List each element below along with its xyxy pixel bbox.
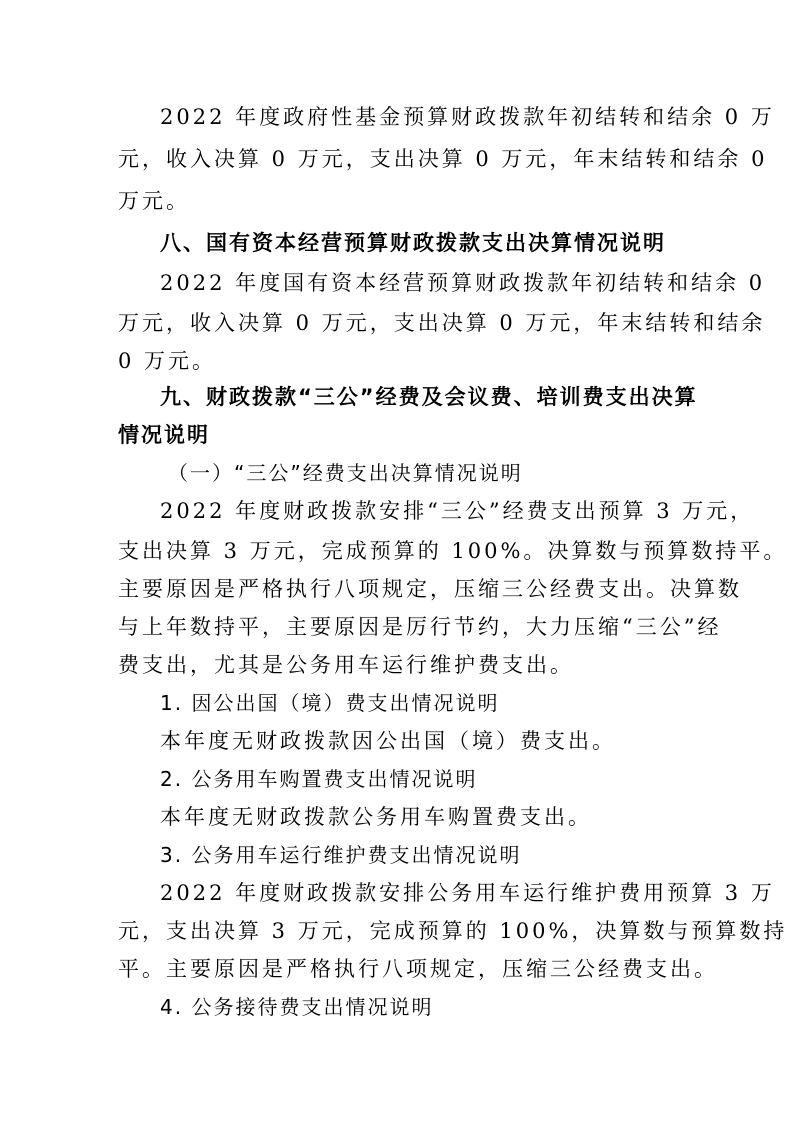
gov-fund-line-2: 元，收入决算 0 万元，支出决算 0 万元，年末结转和结余 0 [118, 147, 768, 171]
item-3-line-3: 平。主要原因是严格执行八项规定，压缩三公经费支出。 [118, 957, 718, 981]
item-3-line-1: 2022 年度财政拨款安排公务用车运行维护费用预算 3 万 [160, 881, 775, 905]
gov-fund-line-1: 2022 年度政府性基金预算财政拨款年初结转和结余 0 万 [160, 105, 775, 129]
item-2-title: 2. 公务用车购置费支出情况说明 [160, 767, 478, 791]
item-3-title: 3. 公务用车运行维护费支出情况说明 [160, 843, 522, 867]
section-8-line-1: 2022 年度国有资本经营预算财政拨款年初结转和结余 0 [160, 271, 766, 295]
section-9-heading-line-1: 九、财政拨款“三公”经费及会议费、培训费支出决算 [160, 385, 698, 409]
item-2-text: 本年度无财政拨款公务用车购置费支出。 [160, 805, 592, 829]
item-3-line-2: 元，支出决算 3 万元，完成预算的 100%，决算数与预算数持 [118, 919, 788, 943]
section-8-heading: 八、国有资本经营预算财政拨款支出决算情况说明 [160, 231, 666, 255]
item-1-text: 本年度无财政拨款因公出国（境）费支出。 [160, 729, 616, 753]
item-4-title: 4. 公务接待费支出情况说明 [160, 995, 434, 1019]
subsection-1-line-2: 支出决算 3 万元，完成预算的 100%。决算数与预算数持平。 [118, 539, 788, 563]
section-9-heading-line-2: 情况说明 [118, 423, 210, 447]
item-1-title: 1. 因公出国（境）费支出情况说明 [160, 691, 500, 715]
gov-fund-line-3: 万元。 [118, 189, 190, 213]
section-8-line-3: 0 万元。 [118, 349, 217, 373]
subsection-1-title: （一）“三公”经费支出决算情况说明 [168, 461, 523, 485]
subsection-1-line-3: 主要原因是严格执行八项规定，压缩三公经费支出。决算数 [118, 577, 742, 601]
section-8-line-2: 万元，收入决算 0 万元，支出决算 0 万元，年末结转和结余 [118, 311, 766, 335]
subsection-1-line-4: 与上年数持平，主要原因是厉行节约，大力压缩“三公”经 [118, 615, 722, 639]
subsection-1-line-5: 费支出，尤其是公务用车运行维护费支出。 [118, 653, 574, 677]
subsection-1-line-1: 2022 年度财政拨款安排“三公”经费支出预算 3 万元， [160, 499, 755, 523]
